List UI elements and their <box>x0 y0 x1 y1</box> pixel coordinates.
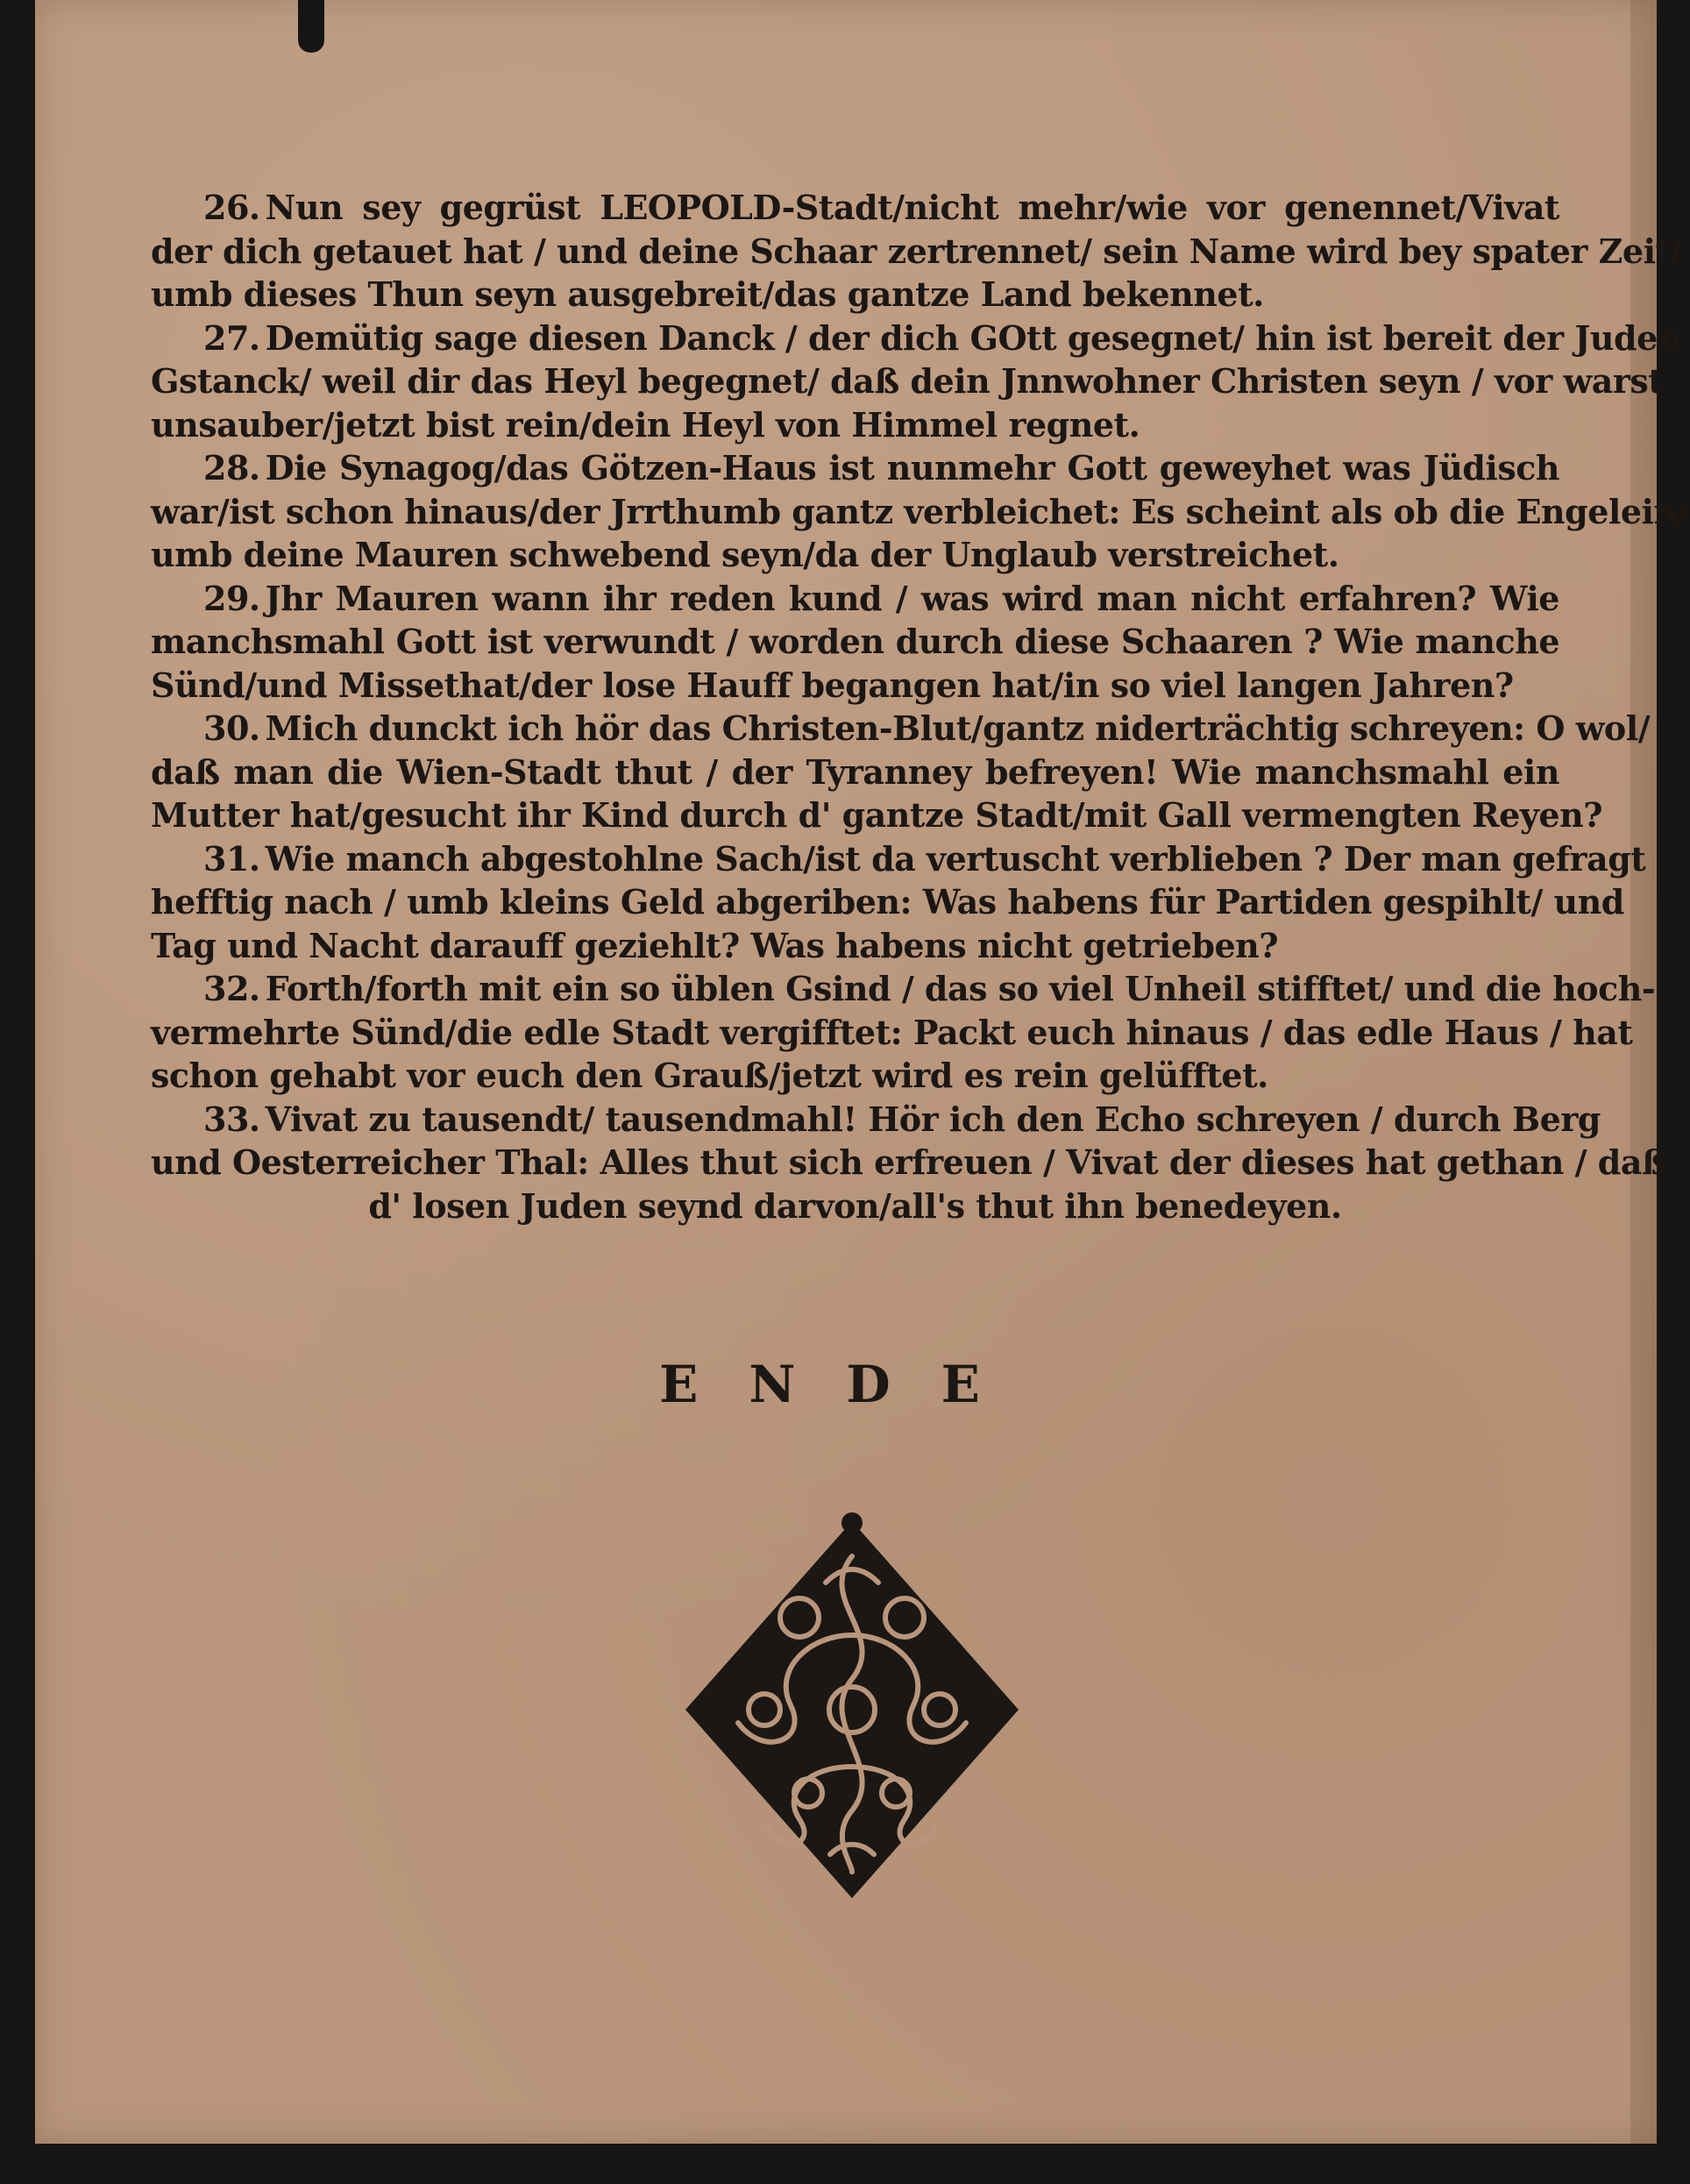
ende-heading: ENDE <box>659 1355 1031 1414</box>
stanza-number: 27. <box>203 317 260 358</box>
line-text: Jhr Mauren wann ihr reden kund / was wird man nicht erfahren? Wie <box>265 578 1559 618</box>
text-line <box>151 924 1559 968</box>
text-line <box>151 620 1559 664</box>
line-text: daß man die Wien-Stadt thut / der Tyranney befreyen! Wie manchsmahl ein <box>151 751 1559 792</box>
line-text: manchsmahl Gott ist verwundt / worden durch diese Schaaren ? Wie manche <box>151 622 1559 661</box>
line-text: Mich dunckt ich hör das Christen-Blut/gantz niderträchtig schreyen: O wol/ <box>265 708 1651 748</box>
text-line <box>151 880 1624 924</box>
text-line <box>151 1054 1559 1098</box>
line-text: umb deine Mauren schwebend seyn/da der Unglaub verstreichet. <box>151 535 1339 574</box>
line-text: Tag und Nacht darauff geziehlt? Was habens nicht getrieben? <box>151 925 1279 965</box>
text-line <box>151 793 1603 837</box>
text-line <box>151 359 1664 403</box>
line-text: der dich getauet hat / und deine Schaar zertrennet/ sein Name wird bey spater Zeit/ <box>151 231 1682 271</box>
text-line <box>151 317 1681 360</box>
line-text: war/ist schon hinaus/der Jrrthumb gantz verbleichet: Es scheint als ob die Engelein/ <box>151 491 1689 531</box>
stanza-number: 32. <box>203 969 260 1008</box>
text-line <box>151 186 1559 230</box>
stanza-number: 30. <box>203 708 260 748</box>
text-line <box>151 837 1646 881</box>
text-line <box>151 230 1682 274</box>
line-text: Mutter hat/gesucht ihr Kind durch d' gantze Stadt/mit Gall vermengten Reyen? <box>151 795 1603 835</box>
line-text: Gstanck/ weil dir das Heyl begegnet/ daß dein Jnnwohner Christen seyn / vor warst <box>151 361 1664 401</box>
stanza-number: 31. <box>203 838 260 879</box>
line-text: und Oesterreicher Thal: Alles thut sich erfreuen / Vivat der dieses hat gethan / daß <box>151 1142 1667 1182</box>
stanza-number: 33. <box>203 1099 260 1139</box>
poem-text <box>151 186 1689 1227</box>
stanza-number: 28. <box>203 448 260 487</box>
text-line <box>151 664 1559 708</box>
stanza-number: 29. <box>203 578 260 618</box>
line-text: Die Synagog/das Götzen-Haus ist nunmehr Gott geweyhet was Jüdisch <box>265 448 1559 487</box>
text-line <box>151 577 1559 621</box>
text-line <box>151 446 1559 490</box>
text-line <box>151 403 1559 447</box>
line-text: Forth/forth mit ein so üblen Gsind / das so viel Unheil stifftet/ und die hoch- <box>265 969 1656 1008</box>
line-text: d' losen Juden seynd darvon/all's thut ihn benedeyen. <box>368 1185 1342 1226</box>
line-text: schon gehabt vor euch den Grauß/jetzt wird es rein gelüfftet. <box>151 1056 1268 1095</box>
text-line <box>151 533 1559 577</box>
line-text: Nun sey gegrüst LEOPOLD-Stadt/nicht mehr/wie vor genennet/Vivat <box>265 188 1559 227</box>
text-line <box>151 273 1559 317</box>
line-text: Demütig sage diesen Danck / der dich GOtt gesegnet/ hin ist bereit der Juden <box>265 317 1681 358</box>
text-line <box>151 707 1651 751</box>
line-text: vermehrte Sünd/die edle Stadt vergifftet: Packt euch hinaus / das edle Haus / hat <box>151 1012 1633 1052</box>
text-line <box>151 1184 1559 1228</box>
text-line <box>151 967 1656 1011</box>
page-notch <box>298 0 324 53</box>
line-text: unsauber/jetzt bist rein/dein Heyl von Himmel regnet. <box>151 404 1140 445</box>
text-line <box>151 1141 1667 1184</box>
line-text: Wie manch abgestohlne Sach/ist da vertuscht verblieben ? Der man gefragt <box>265 838 1646 879</box>
text-line <box>151 490 1689 534</box>
stanza-number: 26. <box>203 188 260 227</box>
text-line <box>151 751 1559 794</box>
text-line <box>151 1011 1633 1055</box>
ornament-vignette-icon <box>668 1504 1036 1916</box>
line-text: umb dieses Thun seyn ausgebreit/das gantze Land bekennet. <box>151 274 1264 314</box>
text-line <box>151 1098 1601 1142</box>
line-text: Vivat zu tausendt/ tausendmahl! Hör ich den Echo schreyen / durch Berg <box>265 1099 1601 1139</box>
line-text: Sünd/und Missethat/der lose Hauff begangen hat/in so viel langen Jahren? <box>151 665 1514 705</box>
line-text: hefftig nach / umb kleins Geld abgeriben: Was habens für Partiden gespihlt/ und <box>151 882 1624 921</box>
